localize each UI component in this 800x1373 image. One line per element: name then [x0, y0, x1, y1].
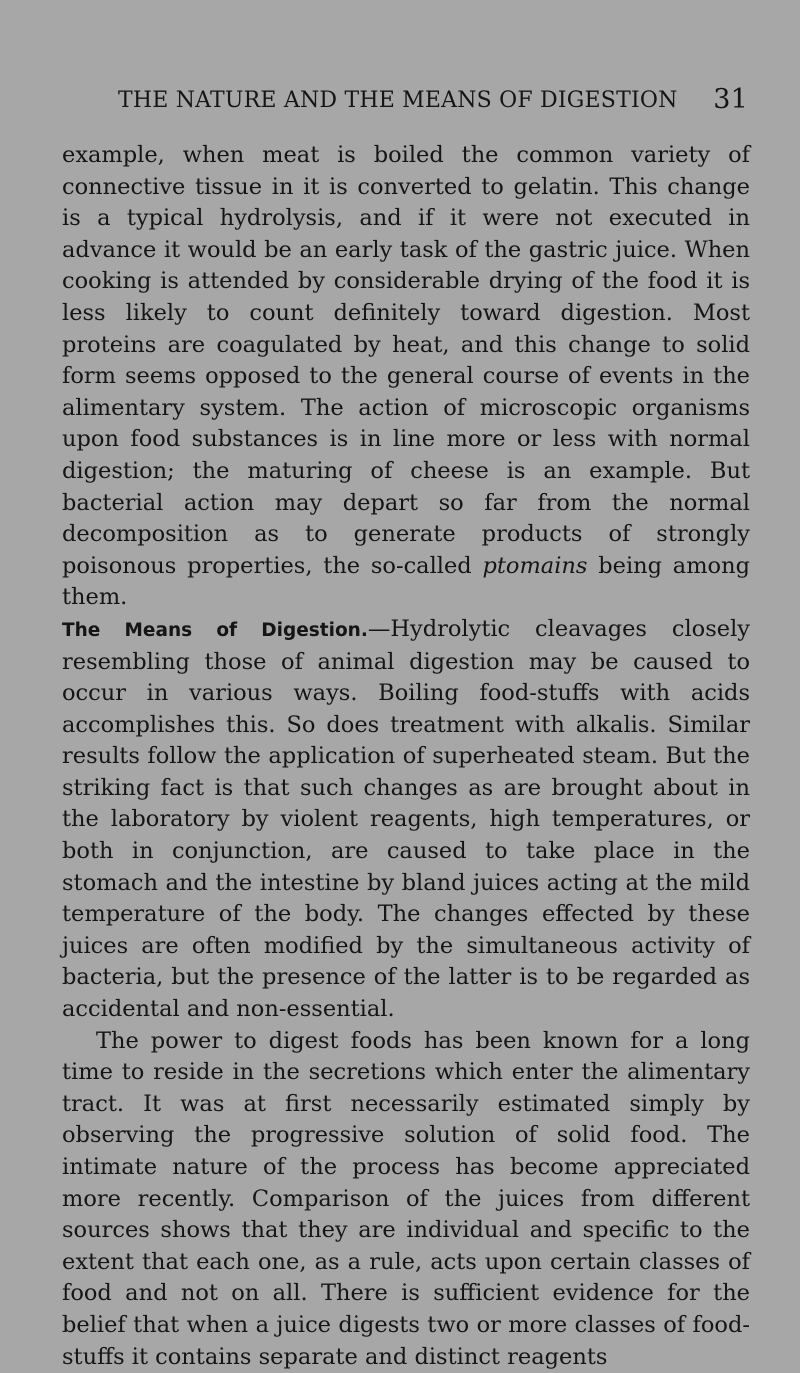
paragraph-1 — [62, 140, 750, 614]
paragraph-2 — [62, 614, 750, 1026]
running-title: THE NATURE AND THE MEANS OF DIGESTION — [118, 88, 678, 113]
paragraph-1-text: example, when meat is boiled the common variety of connective tissue in it is converted to gelatin. This change is a typical hydrolysis, and if it were not executed in advance it would be an early task of the gastric juice. When cooking is attended by considerable drying of the food it is less likely to count definitely toward digestion. Most proteins are coagulated by heat, and this change to solid form seems opposed to the general course of events in the alimentary system. The action of microscopic organisms upon food substances is in line more or less with normal digestion; the maturing of cheese is an example. But bacterial action may depart so far from the normal decomposition as to generate products of strongly poisonous properties, the so-called — [62, 142, 750, 579]
page-number: 31 — [713, 84, 748, 115]
paragraph-1-end: being among them. — [62, 552, 750, 611]
section-heading: The Means of Digestion. — [62, 619, 368, 641]
italic-term-ptomains: ptomains — [482, 552, 588, 579]
body-text — [62, 140, 750, 1373]
paragraph-2-text: —Hydrolytic cleavages closely resembling those of animal digestion may be caused to occur in various ways. Boiling food-stuffs with acids accomplishes this. So does treatment with alkalis. Similar results follow the application of superheated steam. But the striking fact is that such changes as are brought about in the laboratory by violent reagents, high temperatures, or both in conjunction, are caused to take place in the stomach and the intestine by bland juices acting at the mild temperature of the body. The changes effected by these juices are often modified by the simultaneous activity of bacteria, but the presence of the latter is to be regarded as accidental and non-essential. — [62, 615, 750, 1023]
paragraph-3-text: The power to digest foods has been known for a long time to reside in the secretions which enter the alimentary tract. It was at first necessarily estimated simply by observing the progressive solution of solid food. The intimate nature of the process has become appreciated more recently. Comparison of the juices from different sources shows that they are individual and specific to the extent that each one, as a rule, acts upon certain classes of food and not on all. There is sufficient evidence for the belief that when a juice digests two or more classes of food-stuffs it contains separate and distinct reagents — [62, 1027, 750, 1370]
paragraph-3 — [62, 1026, 750, 1373]
